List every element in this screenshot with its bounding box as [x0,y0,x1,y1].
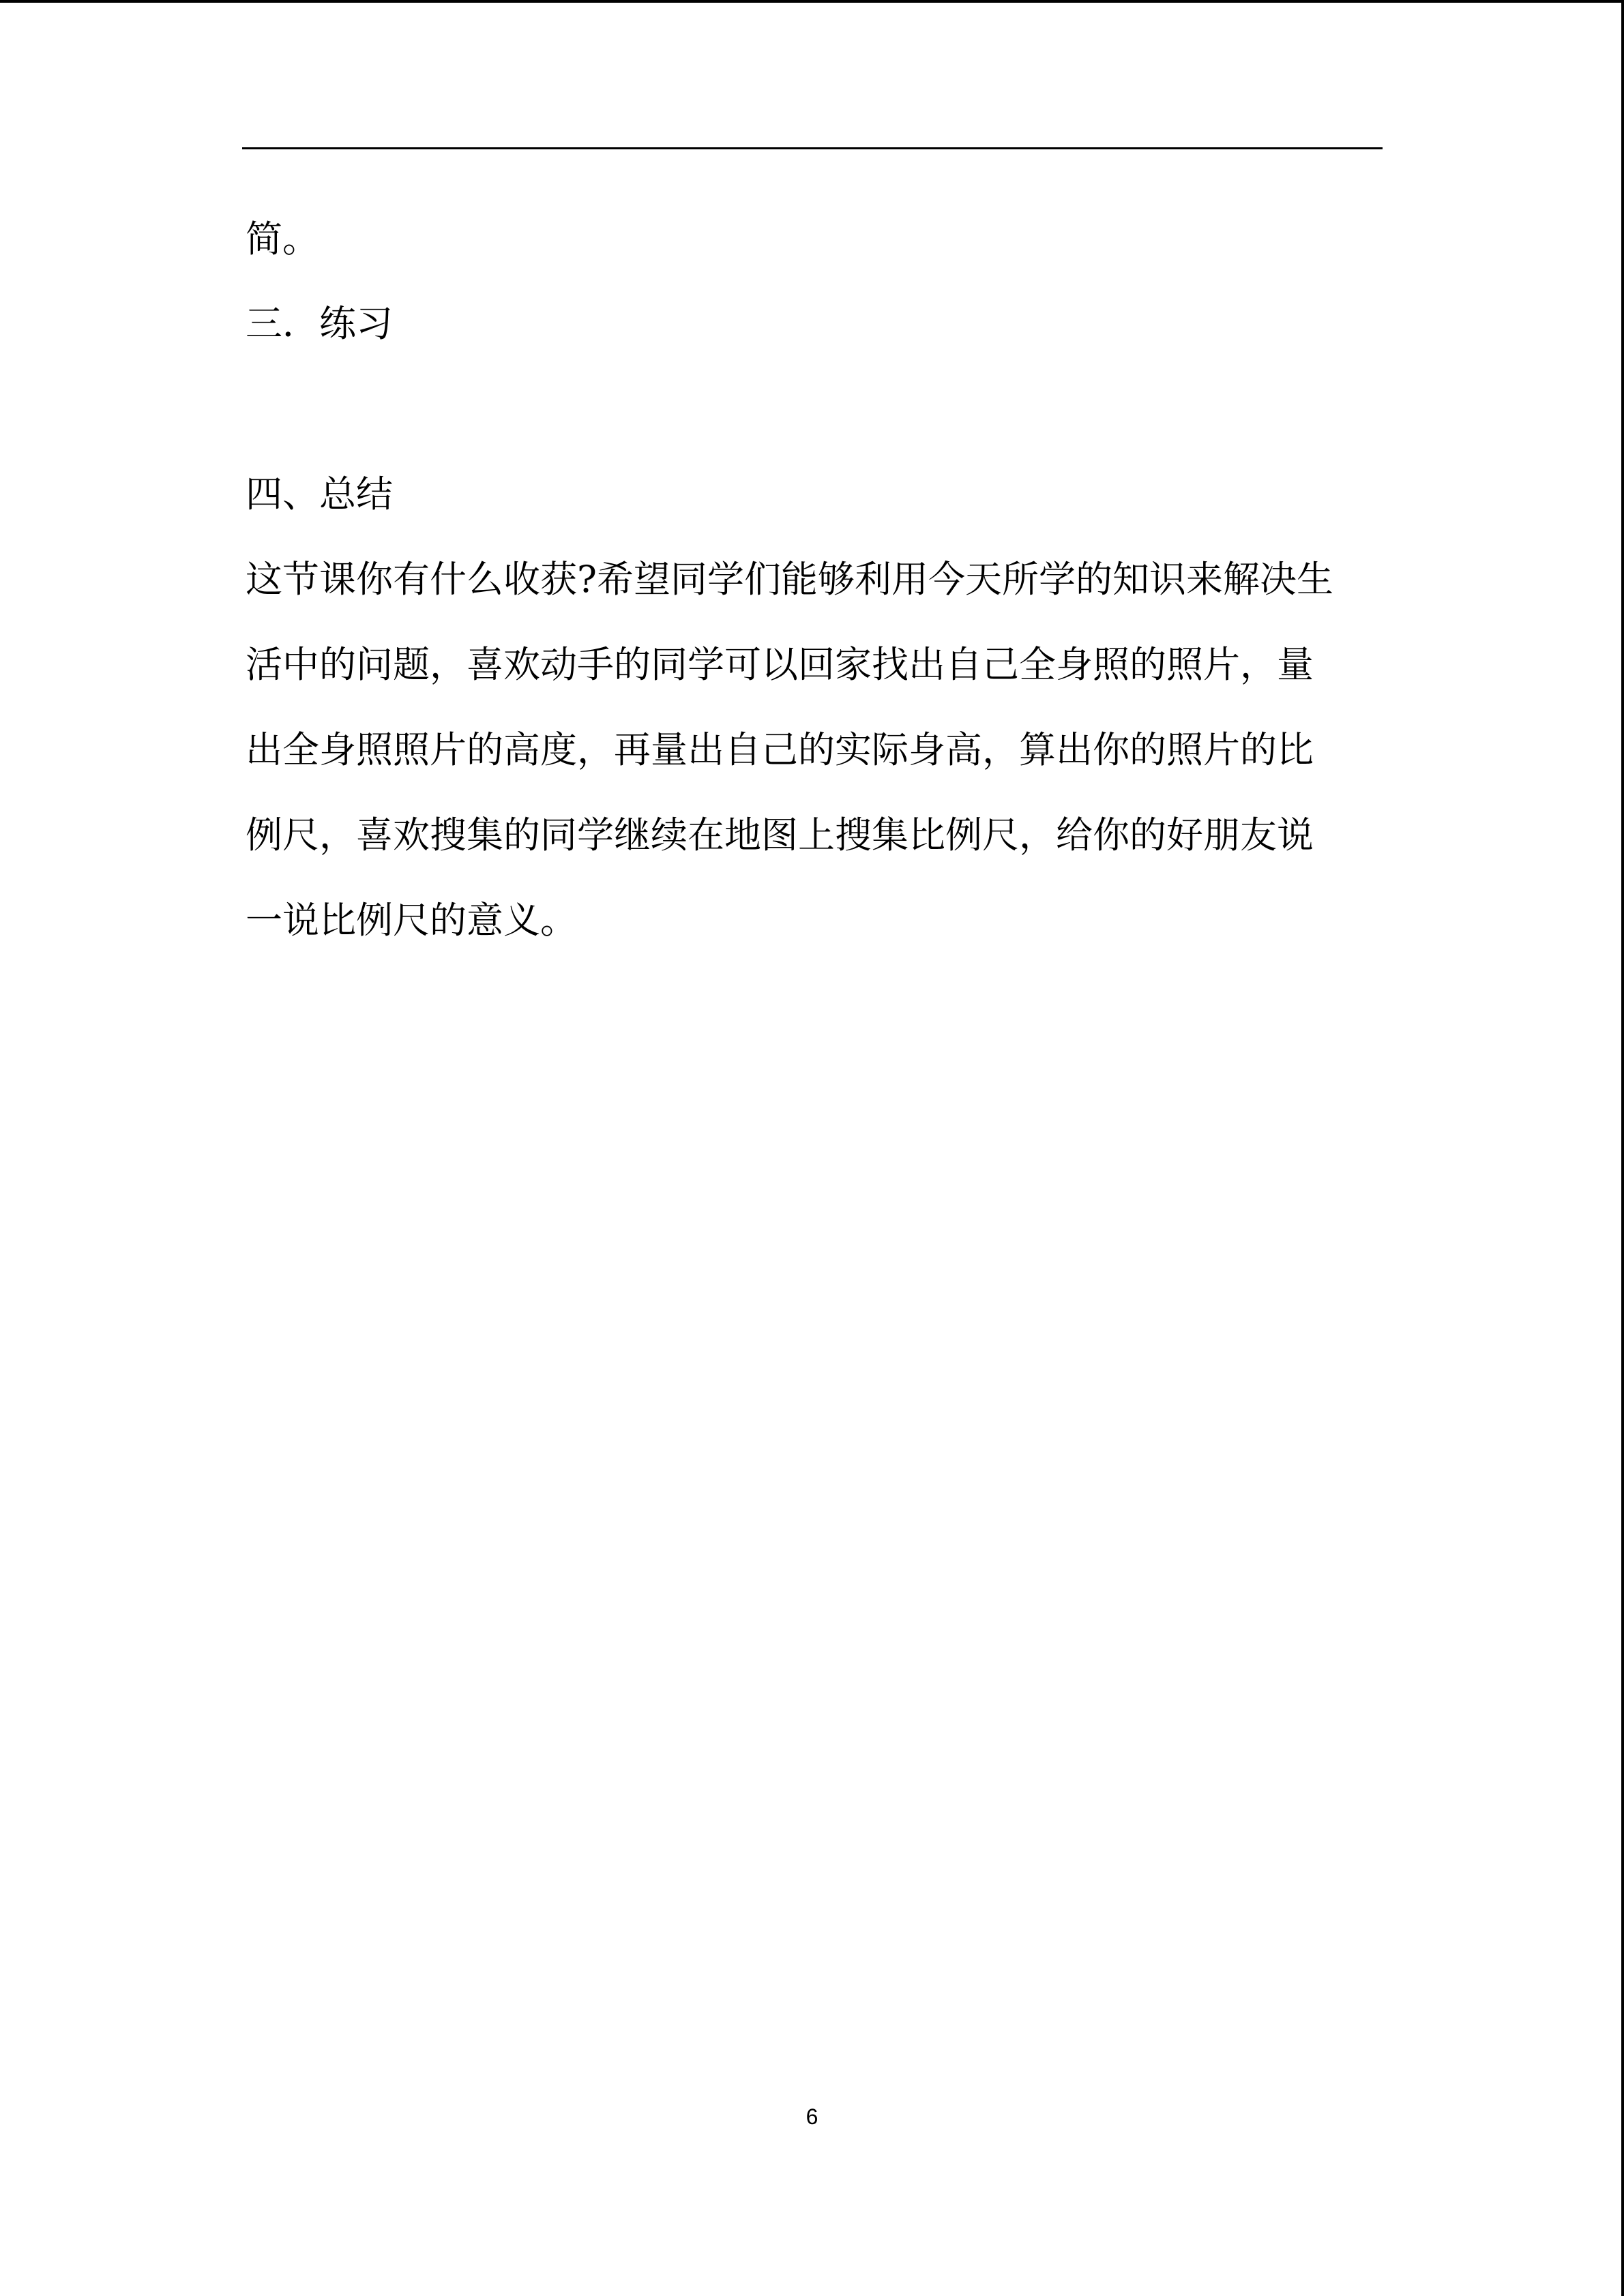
summary-paragraph-line: 出全身照照片的高度，再量出自己的实际身高，算出你的照片的比 [246,728,1314,771]
section-heading-summary: 四、总结 [246,473,393,516]
summary-paragraph-line: 例尺，喜欢搜集的同学继续在地图上搜集比例尺，给你的好朋友说 [246,814,1314,856]
section-heading-practice: 三．练习 [246,302,393,345]
summary-paragraph-line: 活中的问题，喜欢动手的同学可以回家找出自己全身照的照片，量 [246,643,1314,686]
page-top-border [0,0,1624,3]
header-rule [242,147,1383,149]
summary-paragraph-line: 这节课你有什么收获?希望同学们能够利用今天所学的知识来解决生 [246,558,1333,601]
page-number: 6 [806,2104,818,2129]
page-right-border [1621,0,1624,2296]
continuation-text: 简。 [246,218,319,260]
summary-paragraph-line: 一说比例尺的意义。 [246,899,577,942]
